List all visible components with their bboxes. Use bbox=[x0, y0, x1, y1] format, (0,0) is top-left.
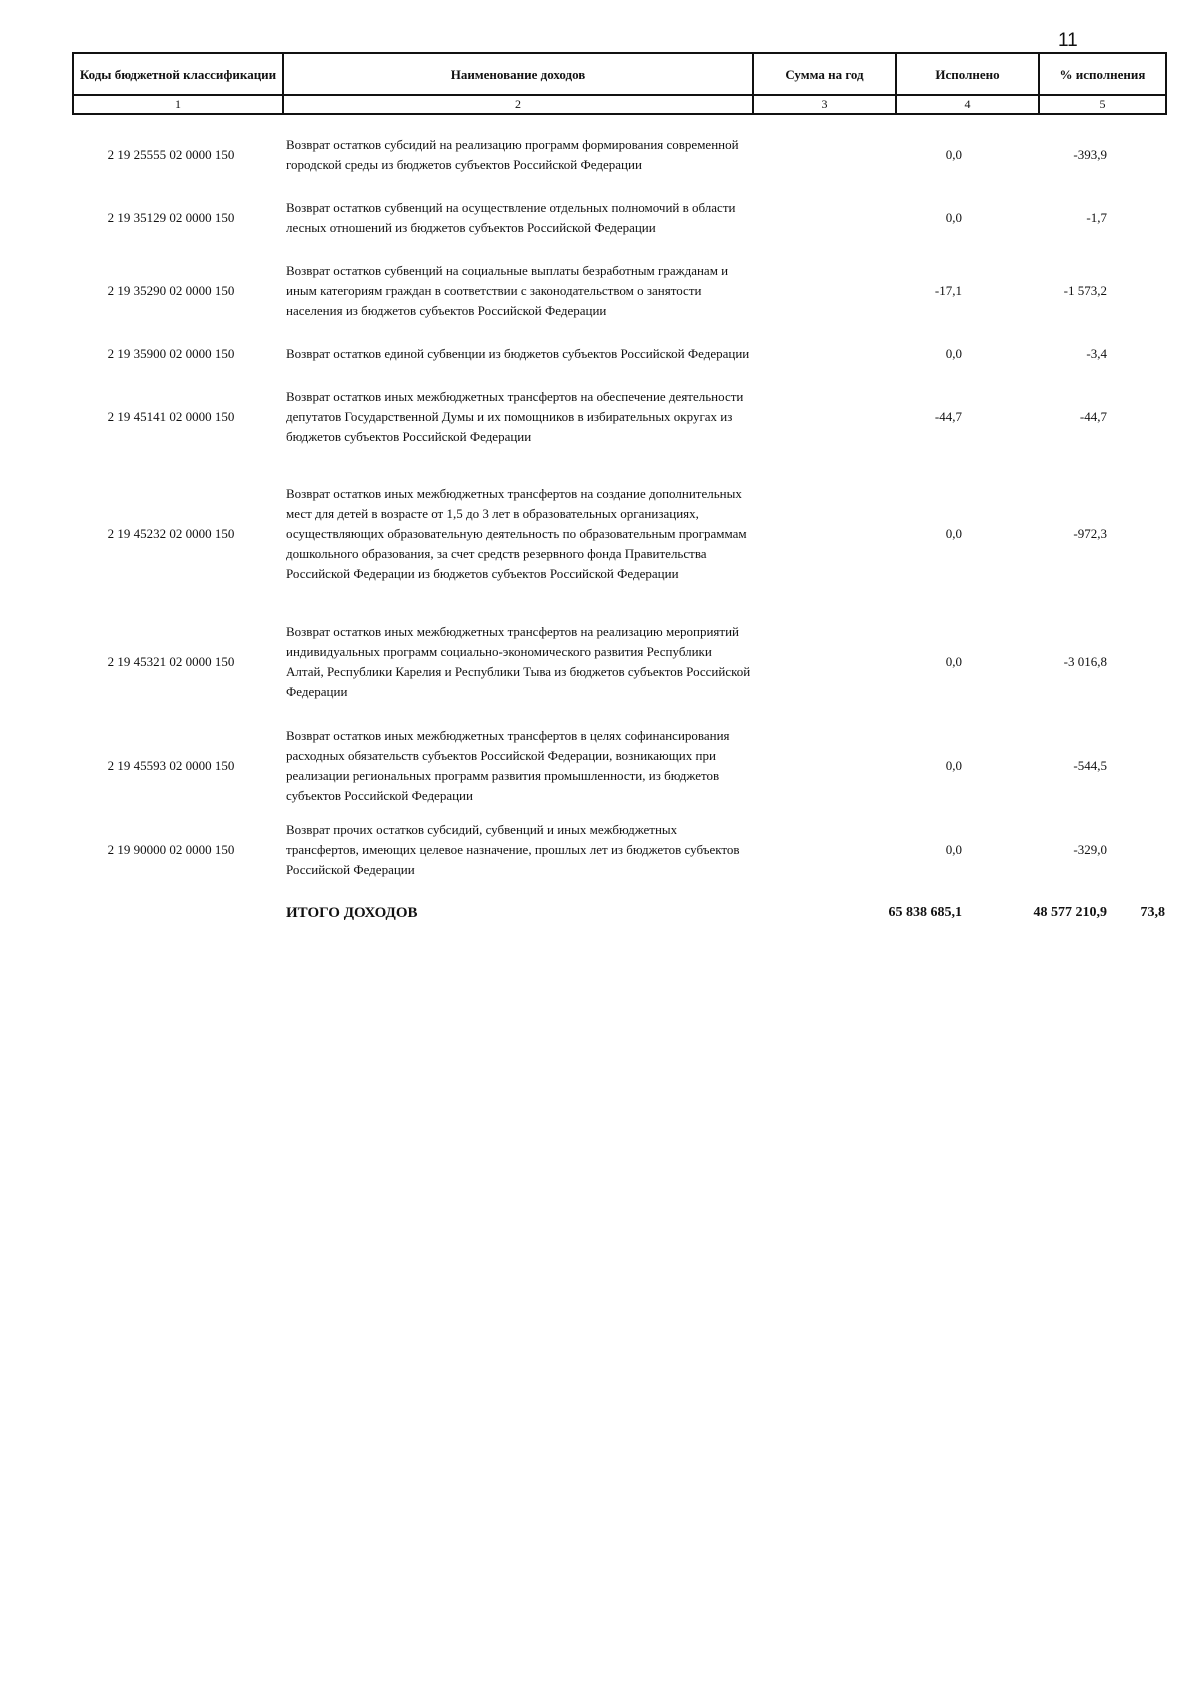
row-name: Возврат остатков субсидий на реализацию программ формирования современной городской среды из бюджетов субъектов Российской Федерации bbox=[286, 137, 739, 172]
row-code: 2 19 45321 02 0000 150 bbox=[107, 653, 235, 669]
row-name: Возврат прочих остатков субсидий, субвенций и иных межбюджетных трансфертов, имеющих целевое назначение, прошлых лет из бюджетов субъектов Российской Федерации bbox=[286, 822, 740, 877]
row-code: 2 19 35129 02 0000 150 bbox=[107, 209, 235, 225]
table-row bbox=[72, 714, 1165, 818]
total-pct: 73,8 bbox=[1140, 905, 1165, 920]
header-pct: % исполнения bbox=[1039, 53, 1166, 95]
row-sum: 0,0 bbox=[945, 653, 962, 669]
total-label: ИТОГО ДОХОДОВ bbox=[286, 905, 418, 921]
table-row bbox=[72, 186, 1165, 249]
row-code: 2 19 35290 02 0000 150 bbox=[107, 283, 235, 298]
header-done: Исполнено bbox=[896, 53, 1039, 95]
header-num-4: 4 bbox=[896, 95, 1039, 114]
row-code: 2 19 90000 02 0000 150 bbox=[107, 842, 235, 857]
row-name: Возврат остатков субвенций на осуществление отдельных полномочий в области лесных отношений из бюджетов субъектов Российской Федерации bbox=[286, 199, 736, 235]
row-done: -44,7 bbox=[1079, 409, 1107, 424]
header-num-1: 1 bbox=[73, 95, 283, 114]
header-sum: Сумма на год bbox=[753, 53, 896, 95]
row-done: -3,4 bbox=[1086, 346, 1107, 361]
row-name: Возврат остатков единой субвенции из бюджетов субъектов Российской Федерации bbox=[286, 346, 750, 361]
table-row bbox=[72, 375, 1165, 459]
table-row bbox=[72, 818, 1165, 882]
header-name: Наименование доходов bbox=[283, 53, 753, 95]
table-row bbox=[72, 459, 1165, 609]
row-sum: -44,7 bbox=[934, 409, 962, 424]
header-num-5: 5 bbox=[1039, 95, 1166, 114]
row-done: -393,9 bbox=[1073, 147, 1107, 162]
header-num-2: 2 bbox=[283, 95, 753, 114]
row-done: -3 016,8 bbox=[1063, 653, 1107, 669]
row-done: -1 573,2 bbox=[1063, 283, 1107, 298]
total-done: 48 577 210,9 bbox=[1033, 905, 1107, 920]
row-name: Возврат остатков иных межбюджетных трансфертов на обеспечение деятельности депутатов Государственной Думы и их помощников в избирательных округах из бюджетов субъектов Российской Федерации bbox=[286, 389, 744, 444]
table-row bbox=[72, 609, 1165, 714]
row-name: Возврат остатков иных межбюджетных трансфертов на создание дополнительных мест для детей в возрасте от 1,5 до 3 лет в образовательных организациях, осуществляющих образовательную деятельность по образовательным программам дошкольного образования, за счет средств резервного фонда Правительства Российской Федерации из бюджетов субъектов Российской Федерации bbox=[286, 486, 747, 581]
row-name: Возврат остатков иных межбюджетных трансфертов на реализацию мероприятий индивидуальных программ социально-экономического развития Республики Алтай, Республики Карелия и Республики Тыва из бюджетов субъектов Российской Федерации bbox=[286, 623, 751, 699]
row-done: -972,3 bbox=[1073, 526, 1107, 541]
row-code: 2 19 45141 02 0000 150 bbox=[107, 409, 235, 424]
header-codes: Коды бюджетной классификации bbox=[73, 53, 283, 95]
row-sum: 0,0 bbox=[945, 209, 962, 225]
header-num-3: 3 bbox=[753, 95, 896, 114]
row-sum: 0,0 bbox=[945, 526, 962, 541]
row-code: 2 19 25555 02 0000 150 bbox=[107, 147, 235, 162]
row-sum: 0,0 bbox=[945, 758, 962, 773]
row-sum: 0,0 bbox=[945, 842, 962, 857]
table-row bbox=[72, 333, 1165, 375]
total-row bbox=[72, 900, 1165, 926]
row-name: Возврат остатков иных межбюджетных трансфертов в целях софинансирования расходных обязательств субъектов Российской Федерации, возникающих при реализации региональных программ развития промышленности, из бюджетов субъектов Российской Федерации bbox=[286, 728, 730, 803]
table-row bbox=[72, 124, 1165, 186]
row-sum: 0,0 bbox=[945, 346, 962, 361]
table-body bbox=[72, 124, 1165, 926]
table-header bbox=[72, 52, 1167, 115]
row-code: 2 19 35900 02 0000 150 bbox=[107, 346, 235, 361]
row-done: -544,5 bbox=[1073, 758, 1107, 773]
row-name: Возврат остатков субвенций на социальные выплаты безработным гражданам и иным категориям граждан в соответствии с законодательством о занятости населения из бюджетов субъектов Российской Федерации bbox=[286, 263, 729, 318]
total-sum: 65 838 685,1 bbox=[888, 905, 962, 920]
table-row bbox=[72, 249, 1165, 333]
page-number: 11 bbox=[1058, 30, 1078, 51]
row-sum: -17,1 bbox=[934, 283, 962, 298]
row-done: -329,0 bbox=[1073, 842, 1107, 857]
row-code: 2 19 45593 02 0000 150 bbox=[107, 758, 235, 773]
row-code: 2 19 45232 02 0000 150 bbox=[107, 526, 235, 541]
row-done: -1,7 bbox=[1086, 209, 1107, 225]
row-sum: 0,0 bbox=[945, 147, 962, 162]
